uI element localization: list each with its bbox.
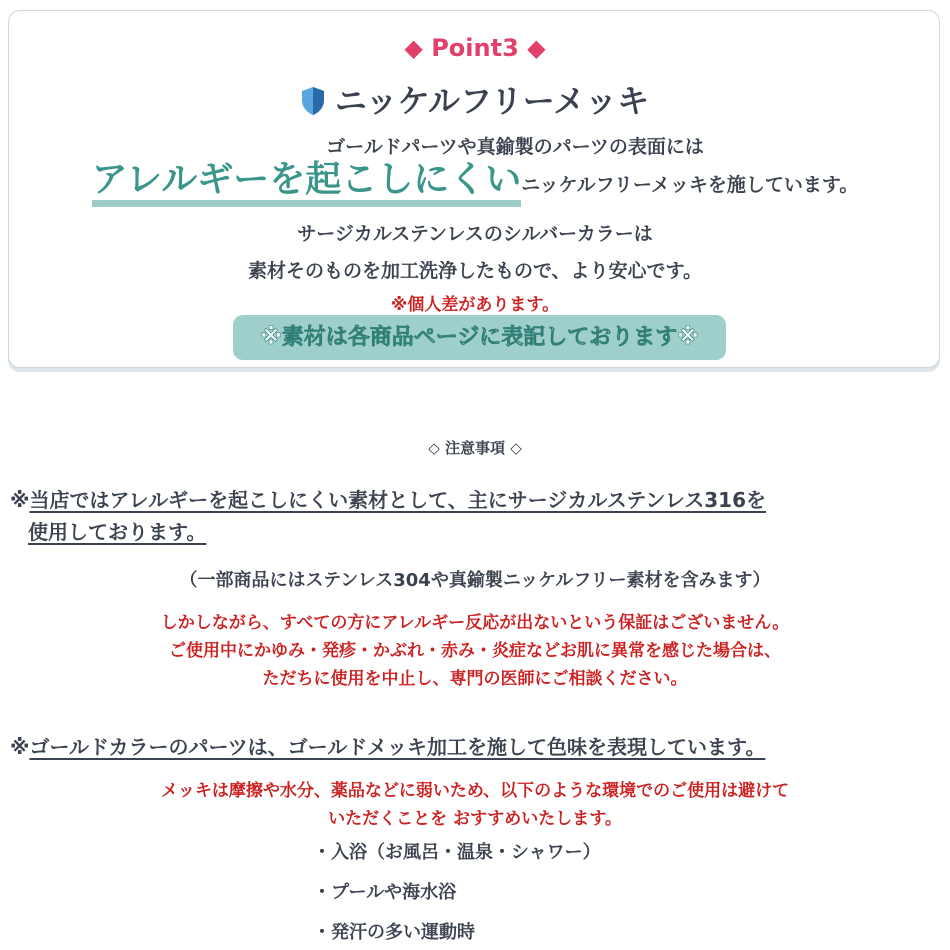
shield-icon — [301, 86, 325, 116]
body-line-2 — [0, 160, 950, 207]
notes-heading: ◇ 注意事項 ◇ — [428, 439, 522, 457]
warning-line-4: メッキは摩擦や水分、薬品などに弱いため、以下のような環境でのご使用は避けて — [160, 781, 790, 801]
title-text: ニッケルフリーメッキ — [334, 82, 650, 120]
warning-line-3: ただちに使用を中止し、専門の医師にご相談ください。 — [262, 669, 688, 689]
body-line-3: サージカルステンレスのシルバーカラーは — [297, 223, 653, 245]
warning-line-2: ご使用中にかゆみ・発疹・かぶれ・赤み・炎症などお肌に異常を感じた場合は、 — [169, 641, 781, 661]
note-2 — [10, 731, 765, 760]
note-1 — [10, 484, 766, 513]
material-note-pill: ※素材は各商品ページに表記しております※ — [233, 315, 726, 360]
warning-line-5: いただくことを おすすめいたします。 — [328, 809, 622, 829]
body-line-1: ゴールドパーツや真鍮製のパーツの表面には — [326, 136, 704, 158]
warning-line-1: しかしながら、すべての方にアレルギー反応が出ないという保証はございません。 — [160, 613, 790, 633]
point-label: ◆ Point3 ◆ — [404, 34, 546, 62]
note-1-text-b: 使用しております。 — [28, 520, 207, 544]
section-title — [0, 76, 950, 122]
note-mark: ※ — [10, 735, 30, 759]
note-2-text: ゴールドカラーのパーツは、ゴールドメッキ加工を施して色味を表現しています。 — [29, 735, 766, 759]
body-line-2-rest: ニッケルフリーメッキを施しています。 — [521, 174, 859, 196]
body-line-4: 素材そのものを加工洗浄したもので、より安心です。 — [247, 260, 703, 282]
note-1-text-a: 当店ではアレルギーを起こしにくい素材として、主にサージカルステンレス316を — [29, 488, 767, 512]
bullet-item: ・入浴（お風呂・温泉・シャワー） — [313, 842, 601, 863]
bullet-item: ・プールや海水浴 — [313, 882, 457, 903]
individual-difference-note: ※個人差があります。 — [390, 295, 560, 315]
highlight-text: アレルギーを起こしにくい — [92, 160, 522, 207]
bullet-item: ・発汗の多い運動時 — [313, 922, 475, 943]
note-1-detail: （一部商品にはステンレス304や真鍮製ニッケルフリー素材を含みます） — [179, 570, 771, 591]
note-mark: ※ — [10, 488, 30, 512]
